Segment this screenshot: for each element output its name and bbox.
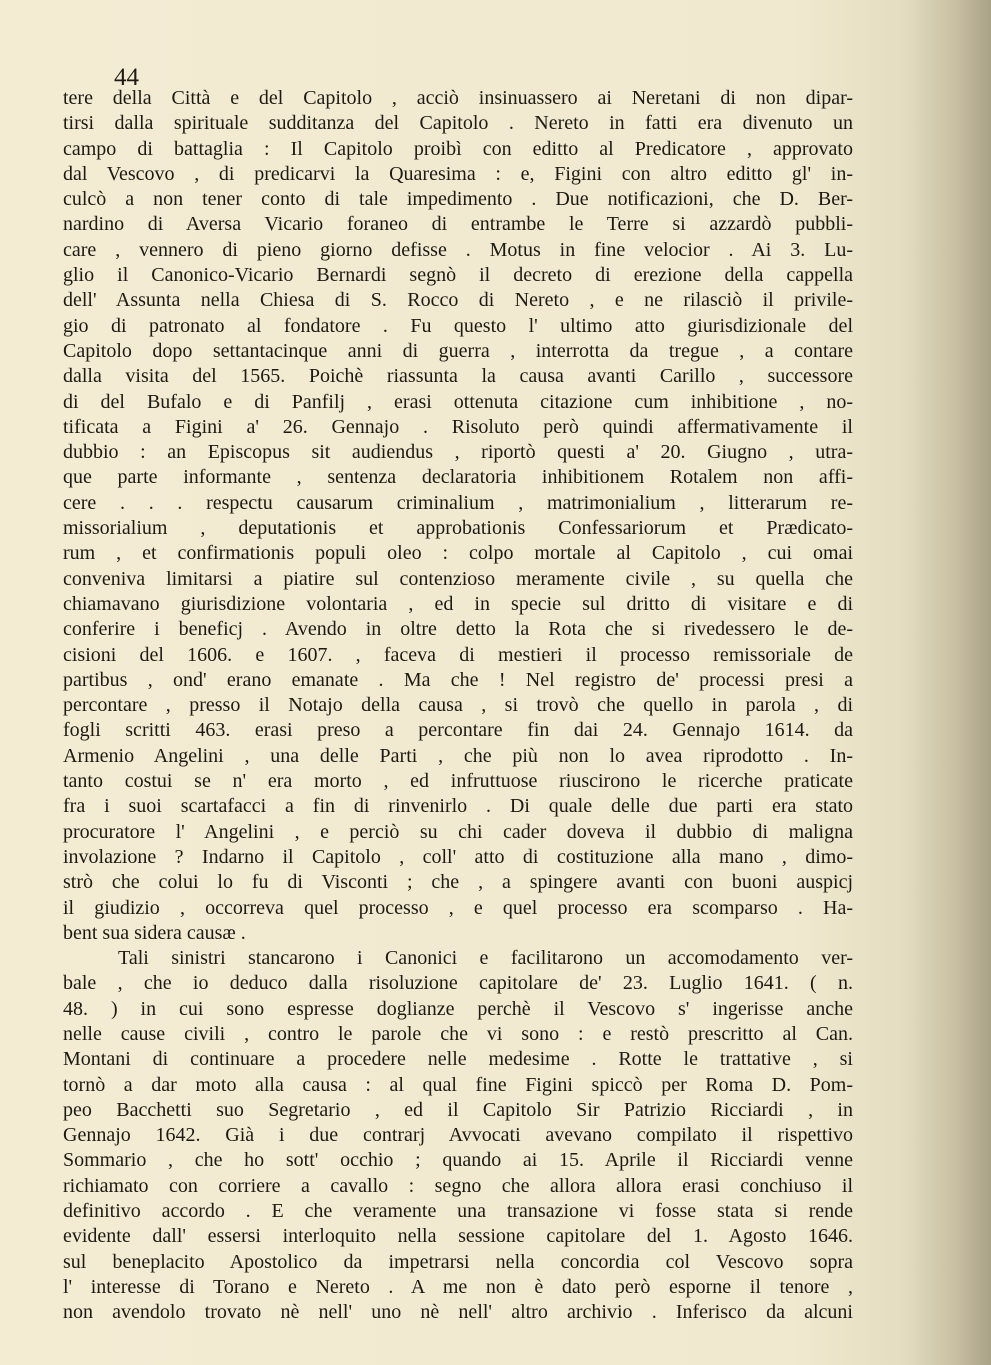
text-line: que parte informante , sentenza declaratoria inhibitionem Rotalem non affi- bbox=[63, 466, 853, 489]
text-line: richiamato con corriere a cavallo : segno che allora allora erasi conchiuso il bbox=[63, 1174, 853, 1197]
text-line: peo Bacchetti suo Segretario , ed il Capitolo Sir Patrizio Ricciardi , in bbox=[63, 1098, 853, 1121]
text-line: tornò a dar moto alla causa : al qual fine Figini spiccò per Roma D. Pom- bbox=[63, 1073, 853, 1096]
text-line: conferire i beneficj . Avendo in oltre detto la Rota che si rivedessero le de- bbox=[63, 618, 853, 641]
text-line: missorialium , deputationis et approbationis Confessariorum et Prædicato- bbox=[63, 517, 853, 540]
text-line: dal Vescovo , di predicarvi la Quaresima : e, Figini con altro editto gl' in- bbox=[63, 162, 853, 185]
text-line: glio il Canonico-Vicario Bernardi segnò il decreto di erezione della cappella bbox=[63, 264, 853, 287]
text-line: tanto costui se n' era morto , ed infruttuose riuscirono le ricerche praticate bbox=[63, 770, 853, 793]
text-line: Capitolo dopo settantacinque anni di guerra , interrotta da tregue , a contare bbox=[63, 339, 853, 362]
page-number: 44 bbox=[114, 64, 139, 91]
text-line: rum , et confirmationis populi oleo : colpo mortale al Capitolo , cui omai bbox=[63, 542, 853, 565]
text-line: fogli scritti 463. erasi preso a percontare fin dai 24. Gennajo 1614. da bbox=[63, 719, 853, 742]
text-line: nelle cause civili , contro le parole che vi sono : e restò prescritto al Can. bbox=[63, 1022, 853, 1045]
text-line: cisioni del 1606. e 1607. , faceva di mestieri il processo remissoriale de bbox=[63, 643, 853, 666]
text-line: culcò a non tener conto di tale impedimento . Due notificazioni, che D. Ber- bbox=[63, 188, 853, 211]
text-line: tere della Città e del Capitolo , acciò insinuassero ai Neretani di non dipar- bbox=[63, 87, 853, 109]
text-line: bale , che io deduco dalla risoluzione capitolare de' 23. Luglio 1641. ( n. bbox=[63, 972, 853, 995]
text-line: partibus , ond' erano emanate . Ma che ! Nel registro de' processi presi a bbox=[63, 668, 853, 691]
body-text bbox=[63, 86, 853, 1326]
text-line: dell' Assunta nella Chiesa di S. Rocco di Nereto , e ne rilasciò il privile- bbox=[63, 289, 853, 312]
text-line: Tali sinistri stancarono i Canonici e facilitarono un accomodamento ver- bbox=[118, 947, 853, 970]
text-line: tirsi dalla spirituale sudditanza del Capitolo . Nereto in fatti era divenuto un bbox=[63, 112, 853, 135]
text-line: non avendolo trovato nè nell' uno nè nell' altro archivio . Inferisco da alcuni bbox=[63, 1301, 853, 1324]
text-line: chiamavano giurisdizione volontaria , ed in specie sul dritto di visitare e di bbox=[63, 592, 853, 615]
text-line: sul beneplacito Apostolico da impetrarsi nella concordia col Vescovo sopra bbox=[63, 1250, 853, 1273]
text-line: percontare , presso il Notajo della causa , si trovò che quello in parola , di bbox=[63, 694, 853, 717]
text-line: cere . . . respectu causarum criminalium , matrimonialium , litterarum re- bbox=[63, 491, 853, 514]
text-line: evidente dall' essersi interloquito nella sessione capitolare del 1. Agosto 1646. bbox=[63, 1225, 853, 1248]
text-line: procuratore l' Angelini , e perciò su chi cader doveva il dubbio di maligna bbox=[63, 820, 853, 843]
text-line: dalla visita del 1565. Poichè riassunta la causa avanti Carillo , successore bbox=[63, 365, 853, 388]
text-line: conveniva limitarsi a piatire sul contenzioso meramente civile , su quella che bbox=[63, 567, 853, 590]
text-line: fra i suoi scartafacci a fin di rinvenirlo . Di quale delle due parti era stato bbox=[63, 795, 853, 818]
text-line: tificata a Figini a' 26. Gennajo . Risoluto però quindi affermativamente il bbox=[63, 415, 853, 438]
text-line: bent sua sidera causæ . bbox=[63, 921, 246, 944]
text-line: care , vennero di pieno giorno defisse . Motus in fine velocior . Ai 3. Lu- bbox=[63, 238, 853, 261]
text-line: dubbio : an Episcopus sit audiendus , riportò questi a' 20. Giugno , utra- bbox=[63, 441, 853, 464]
text-line: definitivo accordo . E che veramente una transazione vi fosse stata si rende bbox=[63, 1200, 853, 1223]
text-line: nardino di Aversa Vicario foraneo di entrambe le Terre si azzardò pubbli- bbox=[63, 213, 853, 236]
text-line: Montani di continuare a procedere nelle medesime . Rotte le trattative , si bbox=[63, 1048, 853, 1071]
text-line: strò che colui lo fu di Visconti ; che , a spingere avanti con buoni auspicj bbox=[63, 871, 853, 894]
text-line: l' interesse di Torano e Nereto . A me non è dato però esporne il tenore , bbox=[63, 1275, 853, 1298]
text-line: campo di battaglia : Il Capitolo proibì con editto al Predicatore , approvato bbox=[63, 137, 853, 160]
text-line: 48. ) in cui sono espresse doglianze perchè il Vescovo s' ingerisse anche bbox=[63, 997, 853, 1020]
text-line: di del Bufalo e di Panfilj , erasi ottenuta citazione cum inhibitione , no- bbox=[63, 390, 853, 413]
text-line: Armenio Angelini , una delle Parti , che più non lo avea riprodotto . In- bbox=[63, 744, 853, 767]
text-line: Gennajo 1642. Già i due contrarj Avvocati avevano compilato il rispettivo bbox=[63, 1124, 853, 1147]
text-line: involazione ? Indarno il Capitolo , coll' atto di costituzione alla mano , dimo- bbox=[63, 845, 853, 868]
text-line: Sommario , che ho sott' occhio ; quando ai 15. Aprile il Ricciardi venne bbox=[63, 1149, 853, 1172]
text-line: il giudizio , occorreva quel processo , e quel processo era scomparso . Ha- bbox=[63, 896, 853, 919]
text-line: gio di patronato al fondatore . Fu questo l' ultimo atto giurisdizionale del bbox=[63, 314, 853, 337]
page-gutter-shadow bbox=[901, 0, 991, 1365]
